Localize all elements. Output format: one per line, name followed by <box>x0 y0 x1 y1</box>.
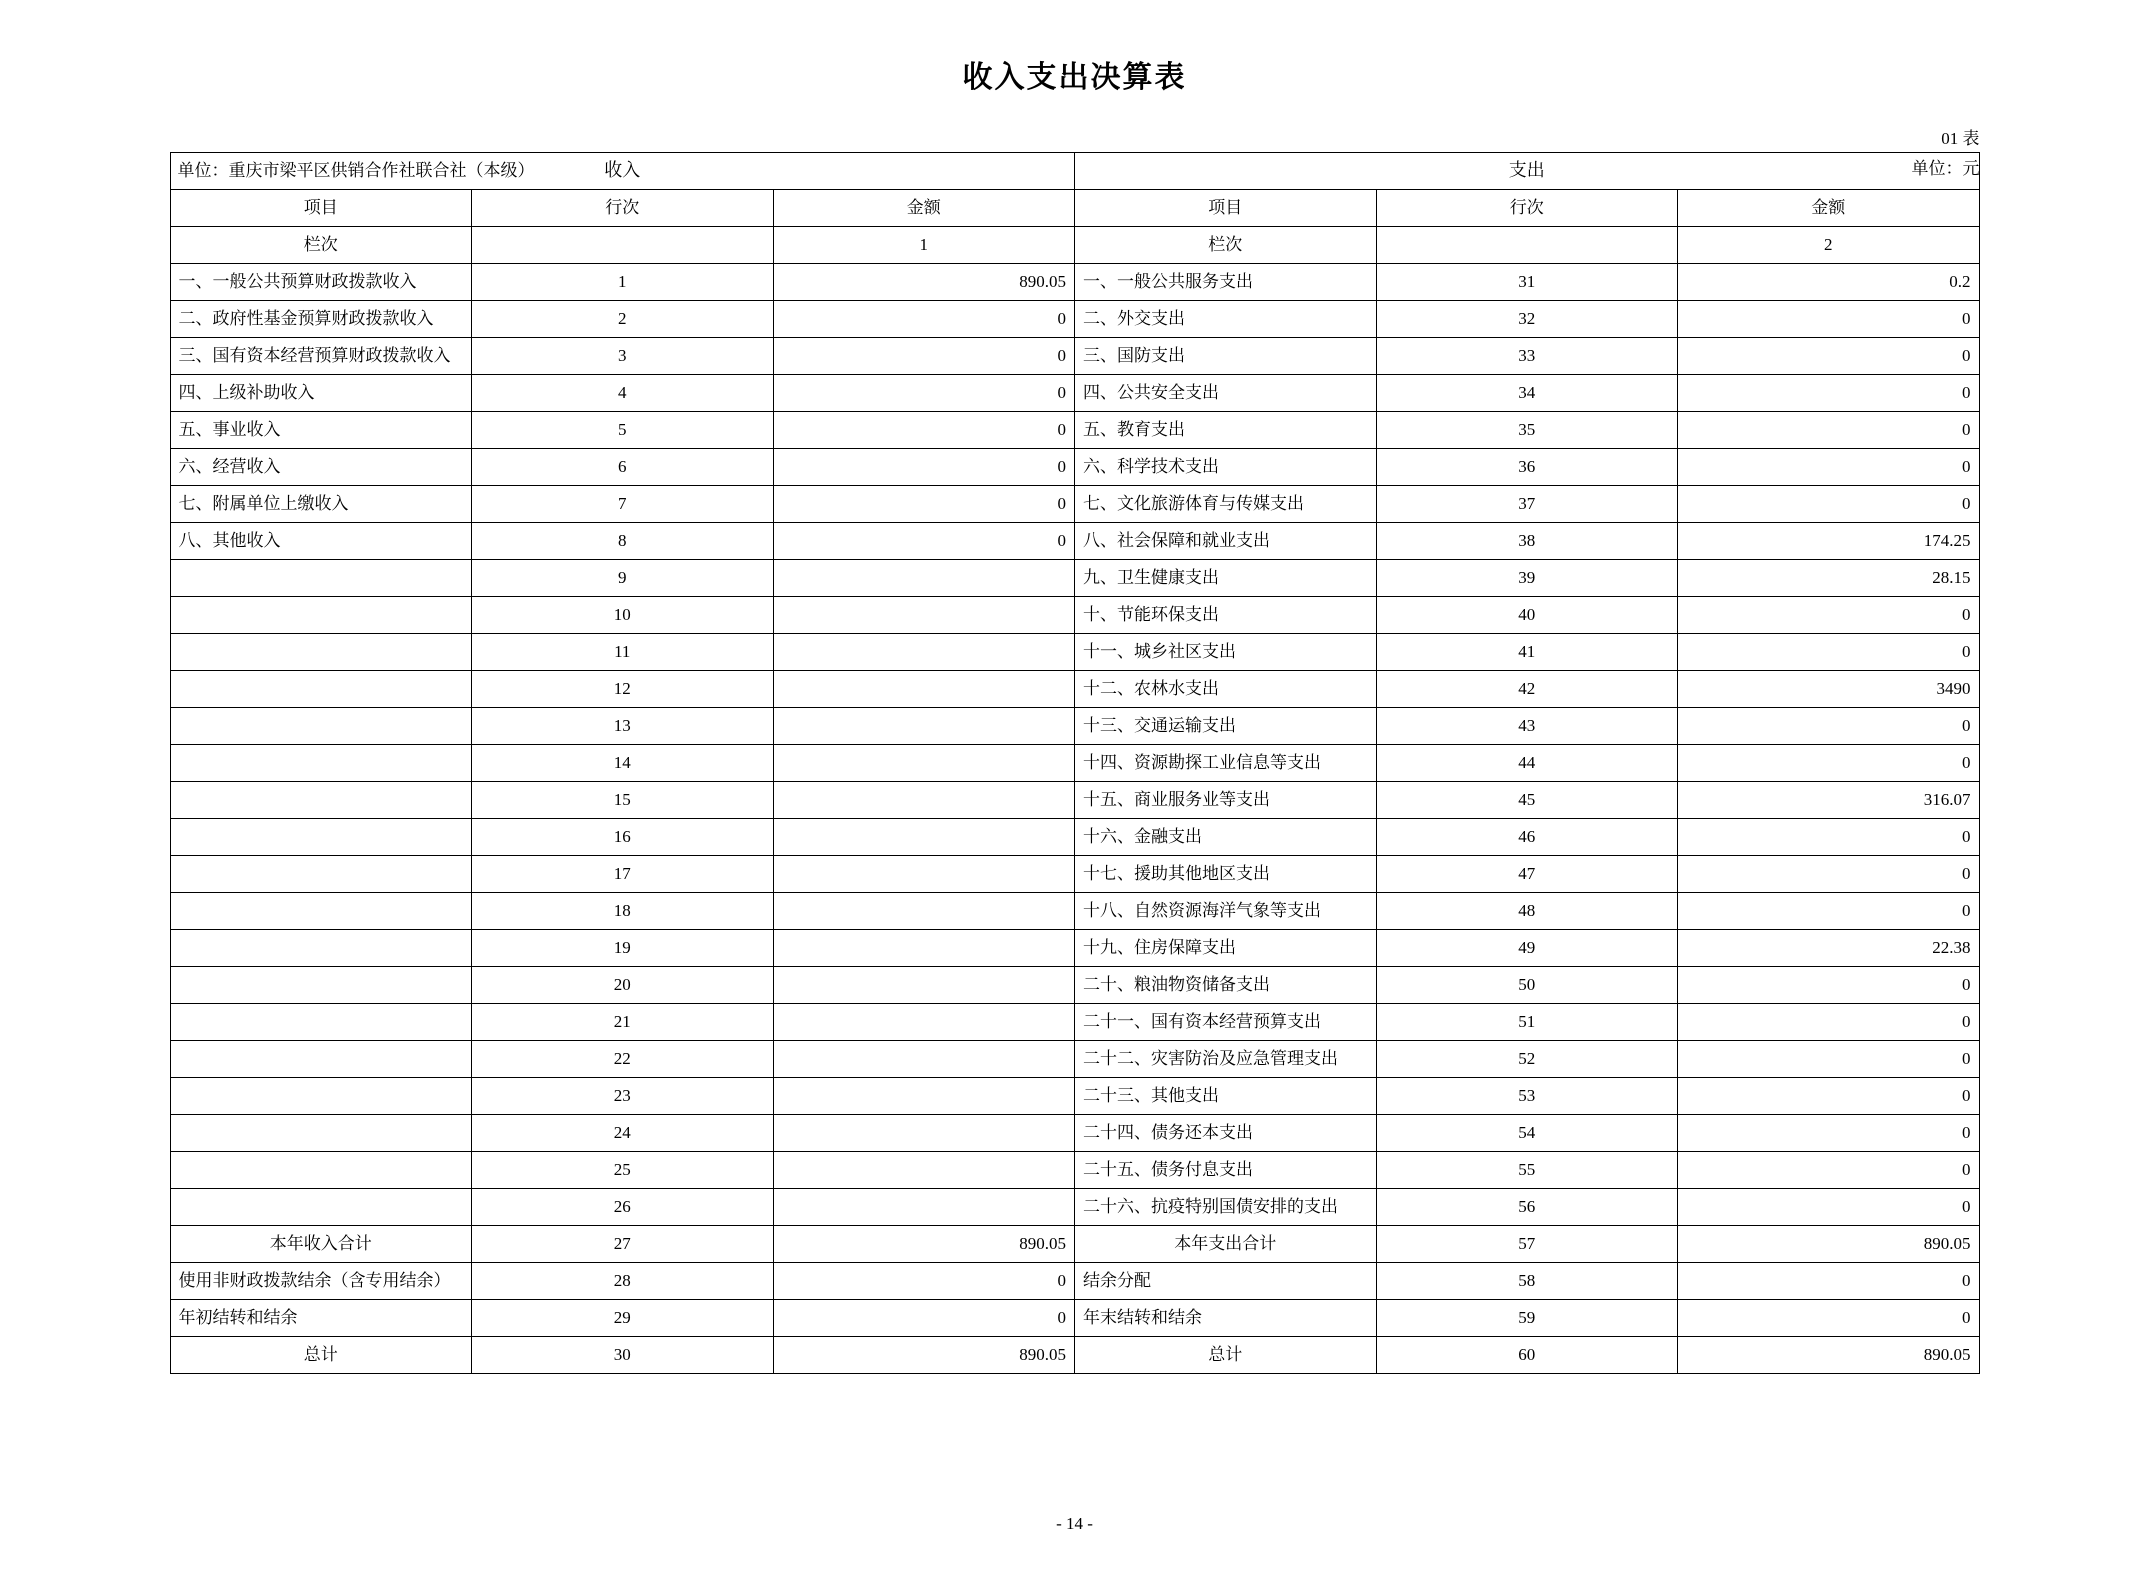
income-amount-value <box>773 597 1075 634</box>
income-item-label <box>170 1152 472 1189</box>
income-item-label <box>170 745 472 782</box>
income-amount-value <box>773 782 1075 819</box>
income-item-label <box>170 967 472 1004</box>
income-amount-value: 0 <box>773 1300 1075 1337</box>
expense-item-label: 十六、金融支出 <box>1075 819 1377 856</box>
expense-amount-value: 0 <box>1678 1115 1980 1152</box>
income-line-number: 18 <box>472 893 774 930</box>
expense-item-label: 二、外交支出 <box>1075 301 1377 338</box>
expense-amount-value: 316.07 <box>1678 782 1980 819</box>
income-line-number: 8 <box>472 523 774 560</box>
column-index-expense: 2 <box>1678 227 1980 264</box>
income-amount-value: 0 <box>773 338 1075 375</box>
income-line-number: 4 <box>472 375 774 412</box>
expense-item-label: 十二、农林水支出 <box>1075 671 1377 708</box>
header-income-amount: 金额 <box>773 190 1075 227</box>
column-index-income: 1 <box>773 227 1075 264</box>
expense-line-number: 55 <box>1376 1152 1678 1189</box>
expense-amount-value: 890.05 <box>1678 1226 1980 1263</box>
table-row <box>170 967 1979 1004</box>
income-amount-value: 0 <box>773 301 1075 338</box>
expense-amount-value: 0 <box>1678 856 1980 893</box>
income-item-label: 五、事业收入 <box>170 412 472 449</box>
expense-line-number: 41 <box>1376 634 1678 671</box>
income-item-label <box>170 893 472 930</box>
expense-item-label: 十、节能环保支出 <box>1075 597 1377 634</box>
table-row <box>170 745 1979 782</box>
budget-table <box>170 152 1980 1374</box>
expense-amount-value: 3490 <box>1678 671 1980 708</box>
income-amount-value: 0 <box>773 375 1075 412</box>
expense-amount-value: 0 <box>1678 486 1980 523</box>
income-item-label <box>170 671 472 708</box>
income-item-label <box>170 782 472 819</box>
expense-item-label: 一、一般公共服务支出 <box>1075 264 1377 301</box>
income-amount-value: 0 <box>773 412 1075 449</box>
table-row <box>170 819 1979 856</box>
income-amount-value: 890.05 <box>773 264 1075 301</box>
table-row <box>170 264 1979 301</box>
expense-amount-value: 0 <box>1678 1189 1980 1226</box>
income-item-label: 二、政府性基金预算财政拨款收入 <box>170 301 472 338</box>
income-line-number: 24 <box>472 1115 774 1152</box>
expense-line-number: 51 <box>1376 1004 1678 1041</box>
income-item-label: 本年收入合计 <box>170 1226 472 1263</box>
form-number: 01 表 <box>1941 129 1980 148</box>
table-row <box>170 1078 1979 1115</box>
income-item-label <box>170 1078 472 1115</box>
income-item-label: 七、附属单位上缴收入 <box>170 486 472 523</box>
expense-item-label: 七、文化旅游体育与传媒支出 <box>1075 486 1377 523</box>
expense-line-number: 32 <box>1376 301 1678 338</box>
income-line-number: 17 <box>472 856 774 893</box>
income-line-number: 5 <box>472 412 774 449</box>
table-row <box>170 449 1979 486</box>
income-line-number: 6 <box>472 449 774 486</box>
expense-line-number: 40 <box>1376 597 1678 634</box>
expense-line-number: 37 <box>1376 486 1678 523</box>
expense-item-label: 十七、援助其他地区支出 <box>1075 856 1377 893</box>
income-line-number: 14 <box>472 745 774 782</box>
income-item-label: 年初结转和结余 <box>170 1300 472 1337</box>
expense-amount-value: 0 <box>1678 745 1980 782</box>
table-row <box>170 1041 1979 1078</box>
expense-line-number: 36 <box>1376 449 1678 486</box>
expense-line-number: 59 <box>1376 1300 1678 1337</box>
table-row <box>170 1115 1979 1152</box>
income-line-number: 11 <box>472 634 774 671</box>
currency-unit: 单位：元 <box>1911 159 1980 178</box>
income-amount-value: 0 <box>773 1263 1075 1300</box>
expense-amount-value: 0 <box>1678 449 1980 486</box>
income-item-label <box>170 856 472 893</box>
column-index-line-income <box>472 227 774 264</box>
income-item-label <box>170 930 472 967</box>
income-amount-value <box>773 745 1075 782</box>
income-line-number: 26 <box>472 1189 774 1226</box>
income-line-number: 9 <box>472 560 774 597</box>
table-row <box>170 1337 1979 1374</box>
income-line-number: 28 <box>472 1263 774 1300</box>
income-line-number: 27 <box>472 1226 774 1263</box>
table-row <box>170 1263 1979 1300</box>
income-amount-value <box>773 930 1075 967</box>
table-row <box>170 1152 1979 1189</box>
header-income-line: 行次 <box>472 190 774 227</box>
expense-item-label: 年末结转和结余 <box>1075 1300 1377 1337</box>
expense-line-number: 38 <box>1376 523 1678 560</box>
expense-item-label: 二十三、其他支出 <box>1075 1078 1377 1115</box>
table-column-index-row <box>170 227 1979 264</box>
table-row <box>170 782 1979 819</box>
table-row <box>170 375 1979 412</box>
expense-item-label: 十三、交通运输支出 <box>1075 708 1377 745</box>
income-item-label: 一、一般公共预算财政拨款收入 <box>170 264 472 301</box>
expense-amount-value: 890.05 <box>1678 1337 1980 1374</box>
expense-item-label: 十四、资源勘探工业信息等支出 <box>1075 745 1377 782</box>
expense-amount-value: 0 <box>1678 1004 1980 1041</box>
expense-line-number: 39 <box>1376 560 1678 597</box>
expense-line-number: 34 <box>1376 375 1678 412</box>
income-amount-value <box>773 1189 1075 1226</box>
income-amount-value <box>773 893 1075 930</box>
income-item-label <box>170 597 472 634</box>
income-amount-value <box>773 1152 1075 1189</box>
expense-amount-value: 0 <box>1678 597 1980 634</box>
expense-item-label: 二十二、灾害防治及应急管理支出 <box>1075 1041 1377 1078</box>
income-amount-value <box>773 708 1075 745</box>
table-row <box>170 671 1979 708</box>
expense-line-number: 58 <box>1376 1263 1678 1300</box>
income-item-label: 四、上级补助收入 <box>170 375 472 412</box>
income-amount-value <box>773 560 1075 597</box>
table-row <box>170 856 1979 893</box>
table-row <box>170 634 1979 671</box>
group-header-expense: 支出 <box>1075 153 1980 190</box>
expense-item-label: 二十五、债务付息支出 <box>1075 1152 1377 1189</box>
expense-item-label: 结余分配 <box>1075 1263 1377 1300</box>
expense-line-number: 57 <box>1376 1226 1678 1263</box>
expense-item-label: 十一、城乡社区支出 <box>1075 634 1377 671</box>
income-item-label <box>170 1115 472 1152</box>
income-line-number: 25 <box>472 1152 774 1189</box>
expense-amount-value: 0 <box>1678 338 1980 375</box>
income-line-number: 23 <box>472 1078 774 1115</box>
header-expense-line: 行次 <box>1376 190 1678 227</box>
income-line-number: 22 <box>472 1041 774 1078</box>
expense-amount-value: 0 <box>1678 1078 1980 1115</box>
expense-line-number: 47 <box>1376 856 1678 893</box>
income-item-label: 八、其他收入 <box>170 523 472 560</box>
income-item-label: 使用非财政拨款结余（含专用结余） <box>170 1263 472 1300</box>
expense-amount-value: 0 <box>1678 412 1980 449</box>
expense-line-number: 48 <box>1376 893 1678 930</box>
expense-line-number: 33 <box>1376 338 1678 375</box>
income-amount-value: 0 <box>773 523 1075 560</box>
income-amount-value <box>773 671 1075 708</box>
expense-item-label: 本年支出合计 <box>1075 1226 1377 1263</box>
expense-amount-value: 28.15 <box>1678 560 1980 597</box>
expense-item-label: 十八、自然资源海洋气象等支出 <box>1075 893 1377 930</box>
expense-line-number: 52 <box>1376 1041 1678 1078</box>
expense-item-label: 二十、粮油物资储备支出 <box>1075 967 1377 1004</box>
income-line-number: 12 <box>472 671 774 708</box>
income-item-label <box>170 1041 472 1078</box>
income-amount-value <box>773 1004 1075 1041</box>
table-row <box>170 523 1979 560</box>
expense-amount-value: 0 <box>1678 967 1980 1004</box>
income-amount-value: 0 <box>773 486 1075 523</box>
table-row <box>170 1004 1979 1041</box>
income-line-number: 20 <box>472 967 774 1004</box>
income-item-label: 六、经营收入 <box>170 449 472 486</box>
expense-item-label: 二十四、债务还本支出 <box>1075 1115 1377 1152</box>
expense-amount-value: 0 <box>1678 1300 1980 1337</box>
expense-amount-value: 0 <box>1678 634 1980 671</box>
income-amount-value <box>773 967 1075 1004</box>
expense-line-number: 54 <box>1376 1115 1678 1152</box>
income-line-number: 10 <box>472 597 774 634</box>
organization-name: 单位：重庆市梁平区供销合作社联合社（本级） <box>177 161 535 180</box>
expense-line-number: 35 <box>1376 412 1678 449</box>
column-index-line-expense <box>1376 227 1678 264</box>
table-row <box>170 338 1979 375</box>
expense-item-label: 十五、商业服务业等支出 <box>1075 782 1377 819</box>
table-row <box>170 412 1979 449</box>
income-item-label <box>170 1004 472 1041</box>
income-item-label <box>170 1189 472 1226</box>
table-row <box>170 893 1979 930</box>
income-item-label: 总计 <box>170 1337 472 1374</box>
income-item-label <box>170 560 472 597</box>
income-item-label <box>170 634 472 671</box>
income-amount-value <box>773 856 1075 893</box>
income-amount-value: 890.05 <box>773 1226 1075 1263</box>
income-line-number: 7 <box>472 486 774 523</box>
expense-line-number: 53 <box>1376 1078 1678 1115</box>
income-line-number: 15 <box>472 782 774 819</box>
column-index-label-expense: 栏次 <box>1075 227 1377 264</box>
table-row <box>170 1189 1979 1226</box>
expense-line-number: 56 <box>1376 1189 1678 1226</box>
expense-amount-value: 174.25 <box>1678 523 1980 560</box>
income-line-number: 30 <box>472 1337 774 1374</box>
document-page <box>0 52 2149 1572</box>
header-income-item: 项目 <box>170 190 472 227</box>
group-header-income: 收入 <box>170 153 1075 190</box>
expense-line-number: 45 <box>1376 782 1678 819</box>
expense-amount-value: 0 <box>1678 819 1980 856</box>
expense-line-number: 50 <box>1376 967 1678 1004</box>
income-amount-value <box>773 1078 1075 1115</box>
income-amount-value <box>773 819 1075 856</box>
page-number: - 14 - <box>1056 1514 1093 1533</box>
income-amount-value <box>773 1041 1075 1078</box>
expense-amount-value: 0 <box>1678 1152 1980 1189</box>
income-line-number: 1 <box>472 264 774 301</box>
table-row <box>170 708 1979 745</box>
expense-item-label: 五、教育支出 <box>1075 412 1377 449</box>
expense-line-number: 44 <box>1376 745 1678 782</box>
column-index-label-income: 栏次 <box>170 227 472 264</box>
expense-line-number: 46 <box>1376 819 1678 856</box>
page-title: 收入支出决算表 <box>962 61 1187 94</box>
income-line-number: 2 <box>472 301 774 338</box>
expense-line-number: 49 <box>1376 930 1678 967</box>
table-row <box>170 486 1979 523</box>
expense-item-label: 二十一、国有资本经营预算支出 <box>1075 1004 1377 1041</box>
table-column-header-row <box>170 190 1979 227</box>
expense-item-label: 九、卫生健康支出 <box>1075 560 1377 597</box>
expense-line-number: 43 <box>1376 708 1678 745</box>
expense-amount-value: 0 <box>1678 1041 1980 1078</box>
expense-amount-value: 22.38 <box>1678 930 1980 967</box>
expense-amount-value: 0 <box>1678 375 1980 412</box>
expense-amount-value: 0 <box>1678 708 1980 745</box>
expense-item-label: 四、公共安全支出 <box>1075 375 1377 412</box>
table-row <box>170 560 1979 597</box>
expense-item-label: 三、国防支出 <box>1075 338 1377 375</box>
expense-amount-value: 0 <box>1678 301 1980 338</box>
expense-line-number: 42 <box>1376 671 1678 708</box>
expense-line-number: 60 <box>1376 1337 1678 1374</box>
income-amount-value: 0 <box>773 449 1075 486</box>
expense-amount-value: 0 <box>1678 893 1980 930</box>
income-line-number: 13 <box>472 708 774 745</box>
income-amount-value: 890.05 <box>773 1337 1075 1374</box>
expense-item-label: 十九、住房保障支出 <box>1075 930 1377 967</box>
income-line-number: 29 <box>472 1300 774 1337</box>
income-line-number: 3 <box>472 338 774 375</box>
header-expense-item: 项目 <box>1075 190 1377 227</box>
expense-amount-value: 0 <box>1678 1263 1980 1300</box>
table-row <box>170 301 1979 338</box>
income-amount-value <box>773 634 1075 671</box>
header-expense-amount: 金额 <box>1678 190 1980 227</box>
expense-item-label: 六、科学技术支出 <box>1075 449 1377 486</box>
table-row <box>170 597 1979 634</box>
income-amount-value <box>773 1115 1075 1152</box>
expense-item-label: 八、社会保障和就业支出 <box>1075 523 1377 560</box>
table-row <box>170 930 1979 967</box>
income-line-number: 21 <box>472 1004 774 1041</box>
income-line-number: 19 <box>472 930 774 967</box>
income-item-label <box>170 819 472 856</box>
expense-line-number: 31 <box>1376 264 1678 301</box>
income-item-label: 三、国有资本经营预算财政拨款收入 <box>170 338 472 375</box>
expense-item-label: 总计 <box>1075 1337 1377 1374</box>
income-line-number: 16 <box>472 819 774 856</box>
expense-amount-value: 0.2 <box>1678 264 1980 301</box>
table-row <box>170 1226 1979 1263</box>
income-item-label <box>170 708 472 745</box>
expense-item-label: 二十六、抗疫特别国债安排的支出 <box>1075 1189 1377 1226</box>
table-row <box>170 1300 1979 1337</box>
